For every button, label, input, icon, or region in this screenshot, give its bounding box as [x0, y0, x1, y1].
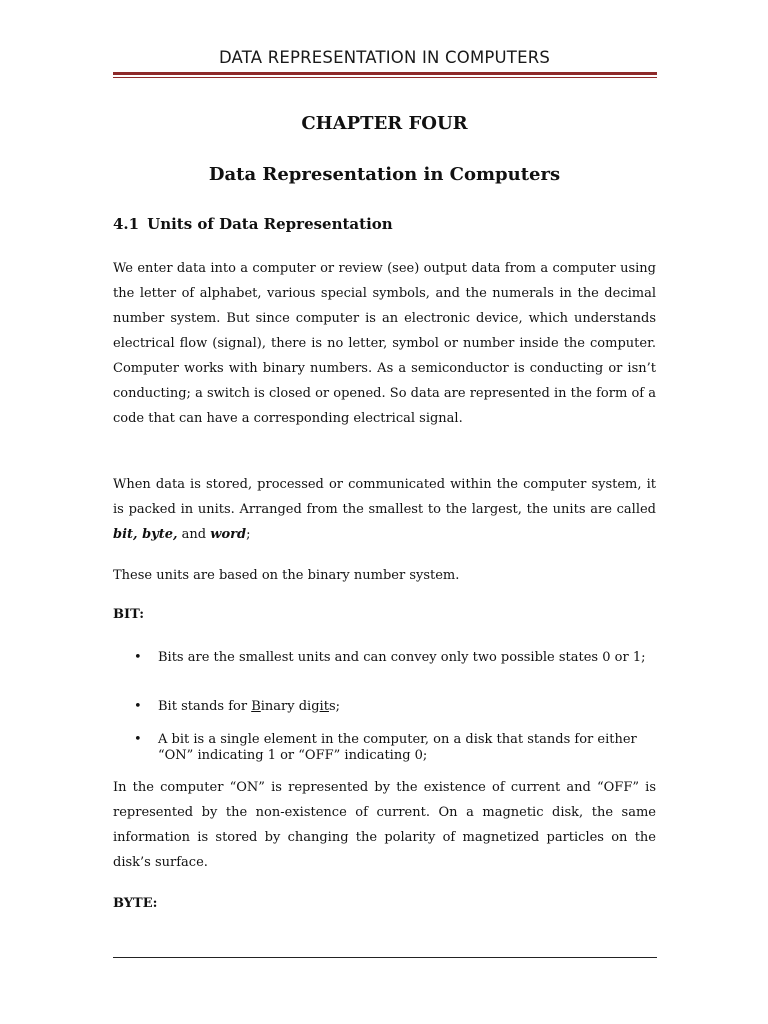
units-bit-byte: bit, byte, — [113, 527, 178, 542]
footer-rule — [113, 957, 657, 958]
header-rule-thin — [113, 77, 657, 78]
bullet-icon: • — [134, 699, 142, 714]
bullet-text-part: inary dig — [260, 699, 320, 714]
paragraph-intro: We enter data into a computer or review (see) output data from a computer using the letter of alphabet, various special symbols, and the numerals in the decimal number system. But since computer is an electronic device, which understands electrical flow (signal), there is no letter, symbol or number inside the computer. Computer works with binary numbers. As a semiconductor is conducting or isn’t conducting; a switch is closed or opened. So data are represented in the form of a code that can have a corresponding electrical signal. — [113, 261, 656, 426]
underlined-it: it — [319, 699, 329, 714]
bullet-text: Bits are the smallest units and can convey only two possible states 0 or 1; — [158, 650, 646, 665]
byte-heading: BYTE: — [113, 896, 158, 911]
header-rule-thick — [113, 72, 657, 75]
paragraph-units — [113, 472, 656, 547]
bullet-icon: • — [134, 732, 142, 747]
chapter-title: Data Representation in Computers — [208, 164, 561, 185]
bit-heading: BIT: — [113, 607, 145, 622]
underlined-b: B — [251, 699, 261, 714]
units-and: and — [177, 527, 211, 542]
paragraph-on-off: In the computer “ON” is represented by the existence of current and “OFF” is represented by the non-existence of current. On a magnetic disk, the same information is stored by changing the polarity of magnetized particles on the disk’s surface. — [113, 780, 656, 870]
paragraph-units-text: When data is stored, processed or communicated within the computer system, it is packed in units. Arranged from the smallest to the largest, the units are called — [113, 477, 656, 517]
bullet-text-part: Bit stands for — [158, 699, 252, 714]
bullet-icon: • — [134, 650, 142, 665]
section-heading — [113, 215, 393, 233]
chapter-label: CHAPTER FOUR — [301, 113, 468, 134]
bullet-text — [158, 699, 656, 715]
section-title: Units of Data Representation — [147, 215, 393, 233]
running-header: DATA REPRESENTATION IN COMPUTERS — [218, 48, 551, 67]
section-number: 4.1 — [113, 215, 140, 233]
bullet-text-part: s; — [328, 699, 340, 714]
units-end: ; — [246, 527, 251, 542]
paragraph-binary: These units are based on the binary number system. — [113, 568, 460, 583]
units-word: word — [210, 527, 247, 542]
bullet-text: A bit is a single element in the computer, on a disk that stands for either “ON” indicating 1 or “OFF” indicating 0; — [158, 732, 637, 763]
